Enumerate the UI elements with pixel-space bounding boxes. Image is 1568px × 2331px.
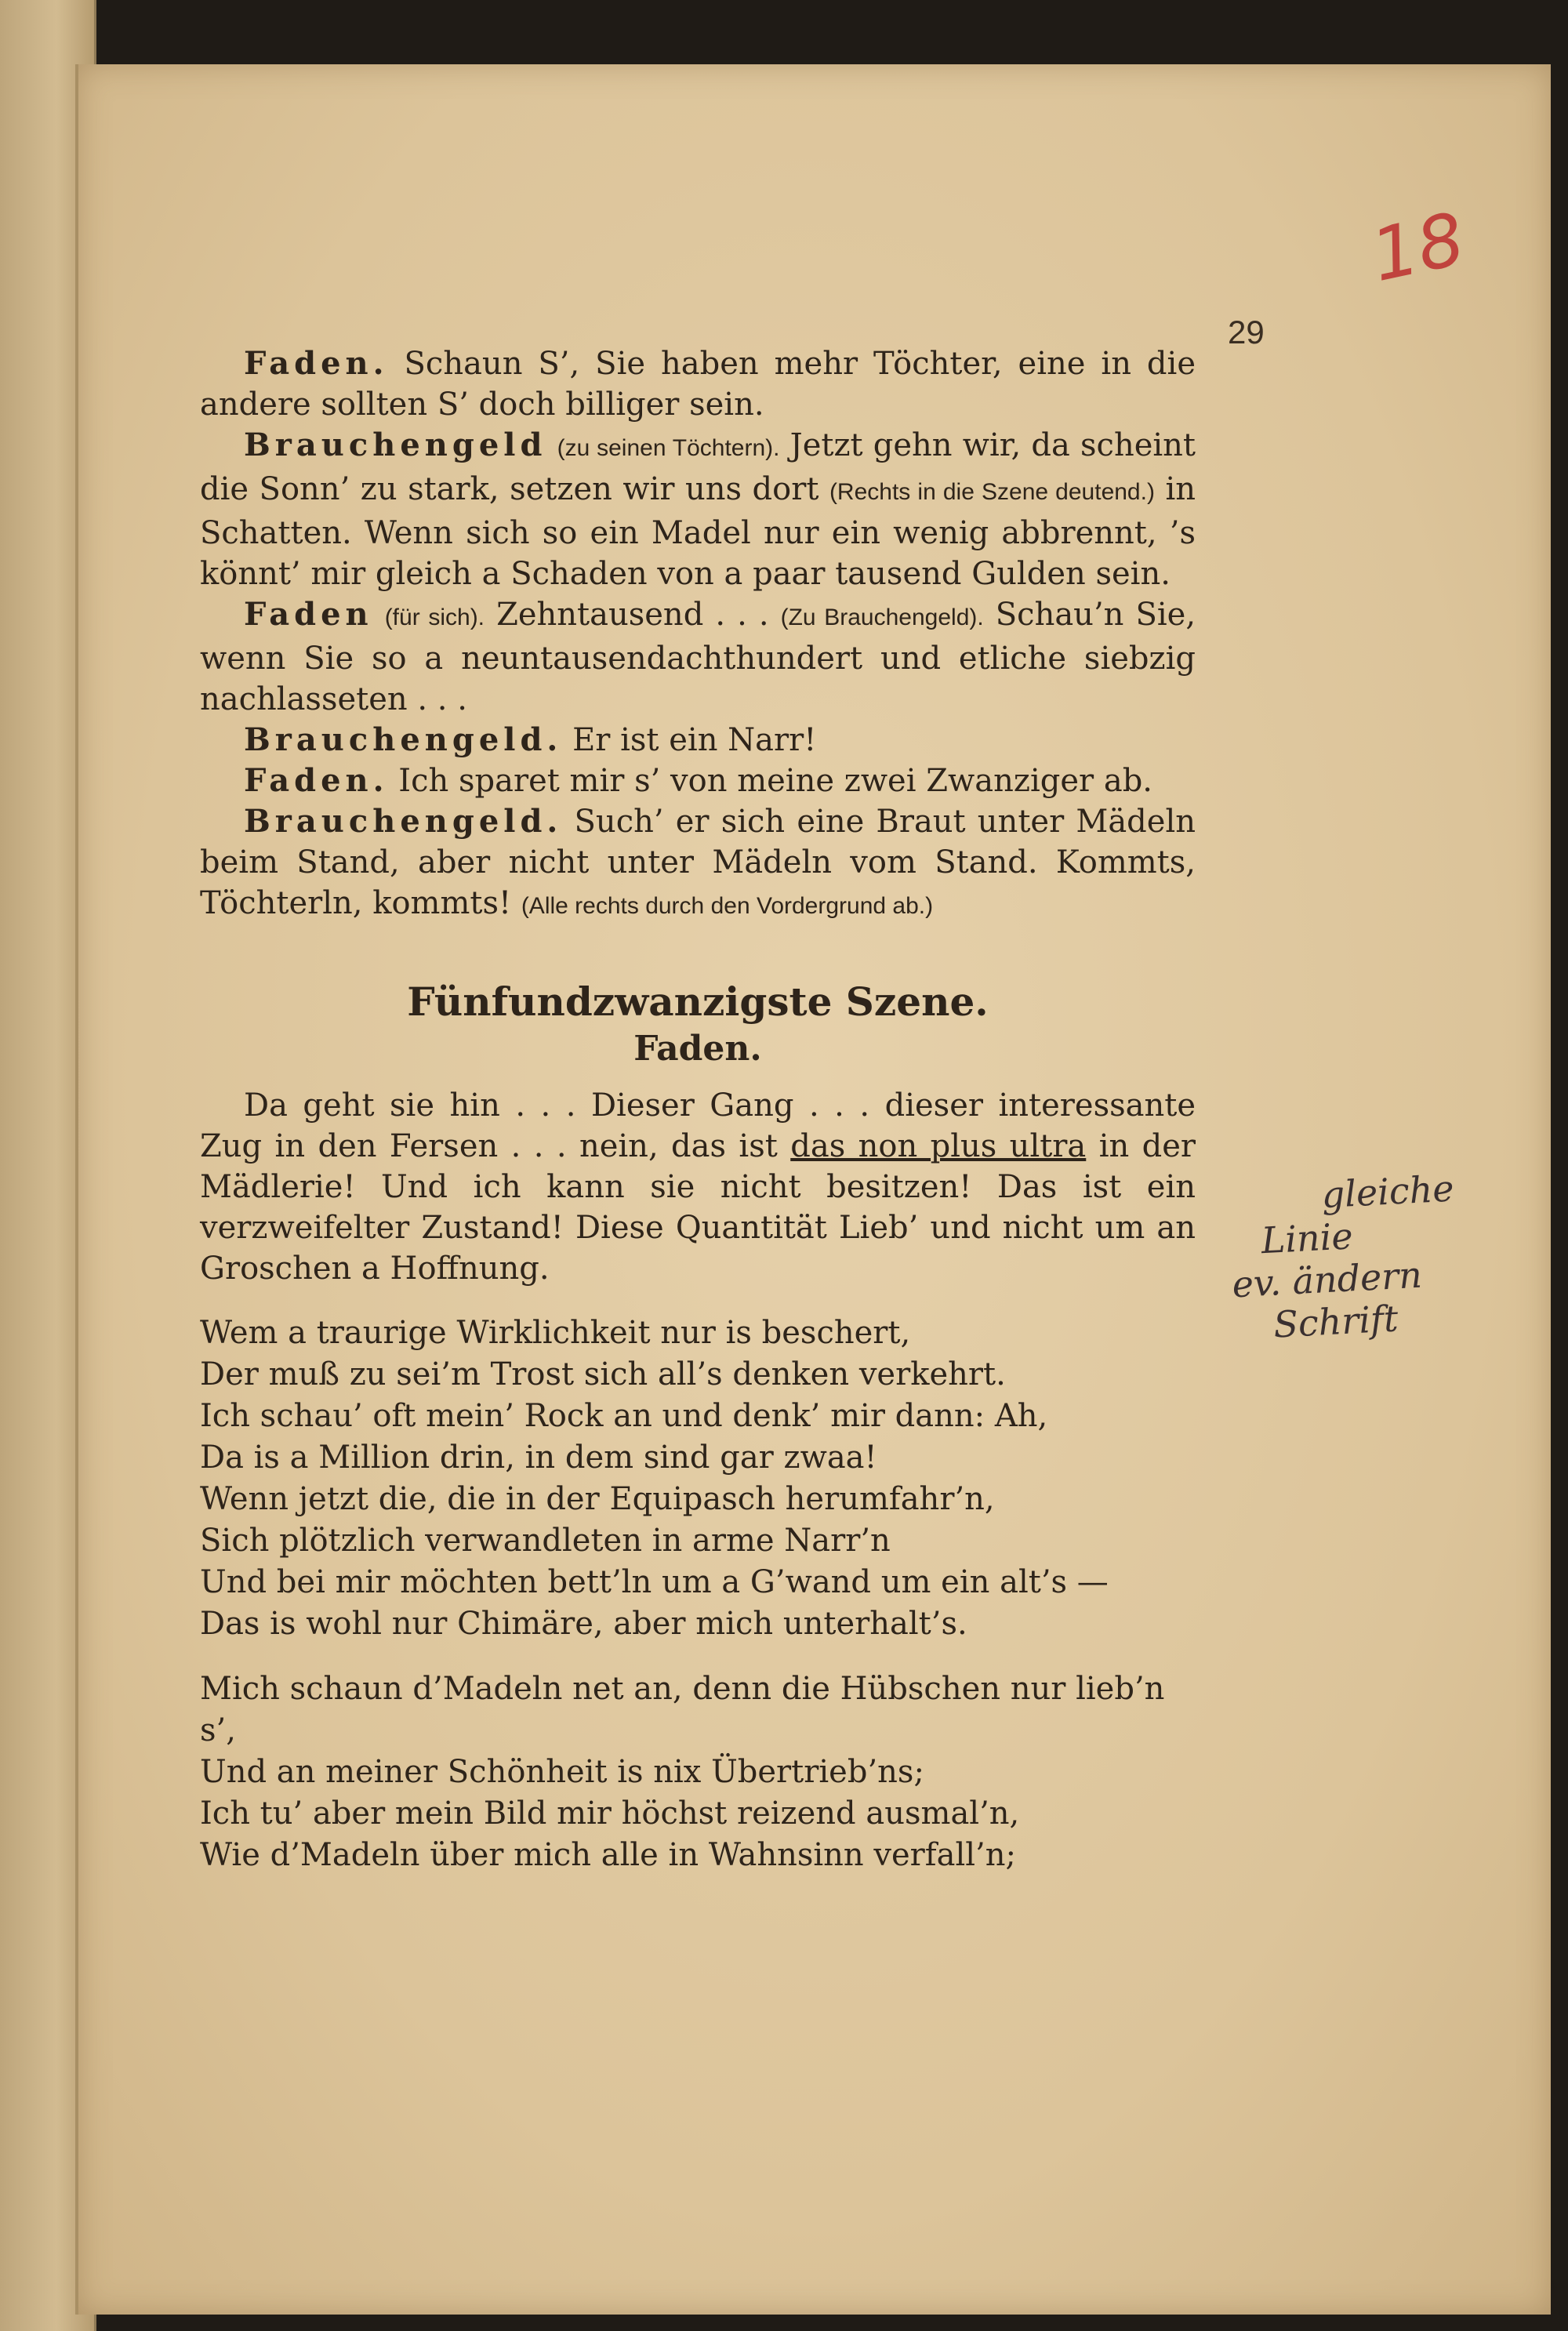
verse-line: Wem a traurige Wirklichkeit nur is beschert, [200,1315,911,1351]
page-number: 29 [1228,314,1265,350]
speaker-name: Brauchengeld. [244,803,563,840]
dialogue-line [200,720,1196,761]
stage-direction: (Rechts in die Szene deutend.) [829,479,1155,505]
dialogue-line [200,343,1196,425]
monologue-text: Da geht sie hin . . . Dieser Gang . . . dieser interessante Zug in den Fersen . . . nein, das ist [200,1087,1196,1164]
verse-line: Der muß zu sei’m Trost sich all’s denken verkehrt. [200,1356,1006,1392]
annotation-line: Schrift [1272,1297,1399,1346]
speaker-name: Brauchengeld. [244,721,563,758]
verse-line: Und bei mir möchten bett’ln um a G’wand um ein alt’s — [200,1564,1109,1600]
stage-direction: (Alle rechts durch den Vordergrund ab.) [521,893,934,919]
dialogue-line [200,594,1196,720]
verse-line: Mich schaun d’Madeln net an, denn die Hübschen nur lieb’n s’, [200,1671,1165,1748]
dialogue-text: in Schatten. Wenn sich so ein Madel nur ein wenig abbrennt, ’s könnt’ mir gleich a Schaden von a paar tausend Gulden sein. [200,471,1196,592]
annotation-line: ev. ändern [1231,1253,1424,1306]
dialogue-text: Zehntausend . . . [496,597,769,633]
verse-line: Und an meiner Schönheit is nix Übertrieb’ns; [200,1754,924,1790]
verse-line: Wenn jetzt die, die in der Equipasch herumfahr’n, [200,1481,995,1517]
scene-title: Fünfundzwanzigste Szene. [407,979,989,1025]
stage-direction: (für sich). [384,605,485,630]
verse-line: Das is wohl nur Chimäre, aber mich unterhalt’s. [200,1606,967,1642]
verse-line: Ich schau’ oft mein’ Rock an und denk’ mir dann: Ah, [200,1398,1048,1434]
annotation-line: gleiche [1320,1167,1455,1217]
underlined-phrase: das non plus ultra [790,1128,1087,1164]
verse-stanza-2 [200,1668,1196,1876]
scene-speaker: Faden. [633,1029,762,1069]
dialogue-text: Jetzt gehn wir, da scheint die Sonn’ zu stark, setzen wir uns dort [200,427,1196,507]
speaker-name: Brauchengeld [244,427,547,463]
dialogue-text: Schaun S’, Sie haben mehr Töchter, eine in die andere sollten S’ doch billiger sein. [200,346,1196,423]
speaker-name: Faden. [244,345,389,382]
verse-stanza-1 [200,1313,1196,1645]
handwritten-annotation [1227,1166,1486,1348]
dialogue-text: Such’ er sich eine Braut unter Mädeln beim Stand, aber nicht unter Mädeln vom Stand. Kommts, Töchterln, kommts! [200,804,1196,921]
stage-direction: (zu seinen Töchtern). [557,435,780,461]
speaker-name: Faden [244,596,373,633]
dialogue-line [200,761,1196,801]
handwritten-page-mark: 18 [1364,196,1472,299]
stage-direction: (Zu Brauchengeld). [780,605,984,630]
dialogue-text: Schau’n Sie, wenn Sie so a neuntausendachthundert und etliche siebzig nachlasseten . . . [200,597,1196,717]
page-body [200,343,1196,1876]
monologue-text: in der Mädlerie! Und ich kann sie nicht besitzen! Das ist ein verzweifelter Zustand! Diese Quantität Lieb’ und nicht um an Groschen a Hoffnung. [200,1128,1196,1287]
dialogue-text: Er ist ein Narr! [572,722,817,758]
dialogue-line [200,425,1196,594]
dialogue-line [200,801,1196,927]
dialogue-text: Ich sparet mir s’ von meine zwei Zwanziger ab. [398,763,1153,799]
verse-line: Wie d’Madeln über mich alle in Wahnsinn verfall’n; [200,1837,1016,1873]
verse-line: Ich tu’ aber mein Bild mir höchst reizend ausmal’n, [200,1795,1020,1832]
verse-line: Da is a Million drin, in dem sind gar zwaa! [200,1440,877,1476]
speaker-name: Faden. [244,762,389,799]
verse-line: Sich plötzlich verwandleten in arme Narr’n [200,1523,891,1559]
annotation-line: Linie [1260,1215,1354,1262]
monologue [200,1085,1196,1289]
